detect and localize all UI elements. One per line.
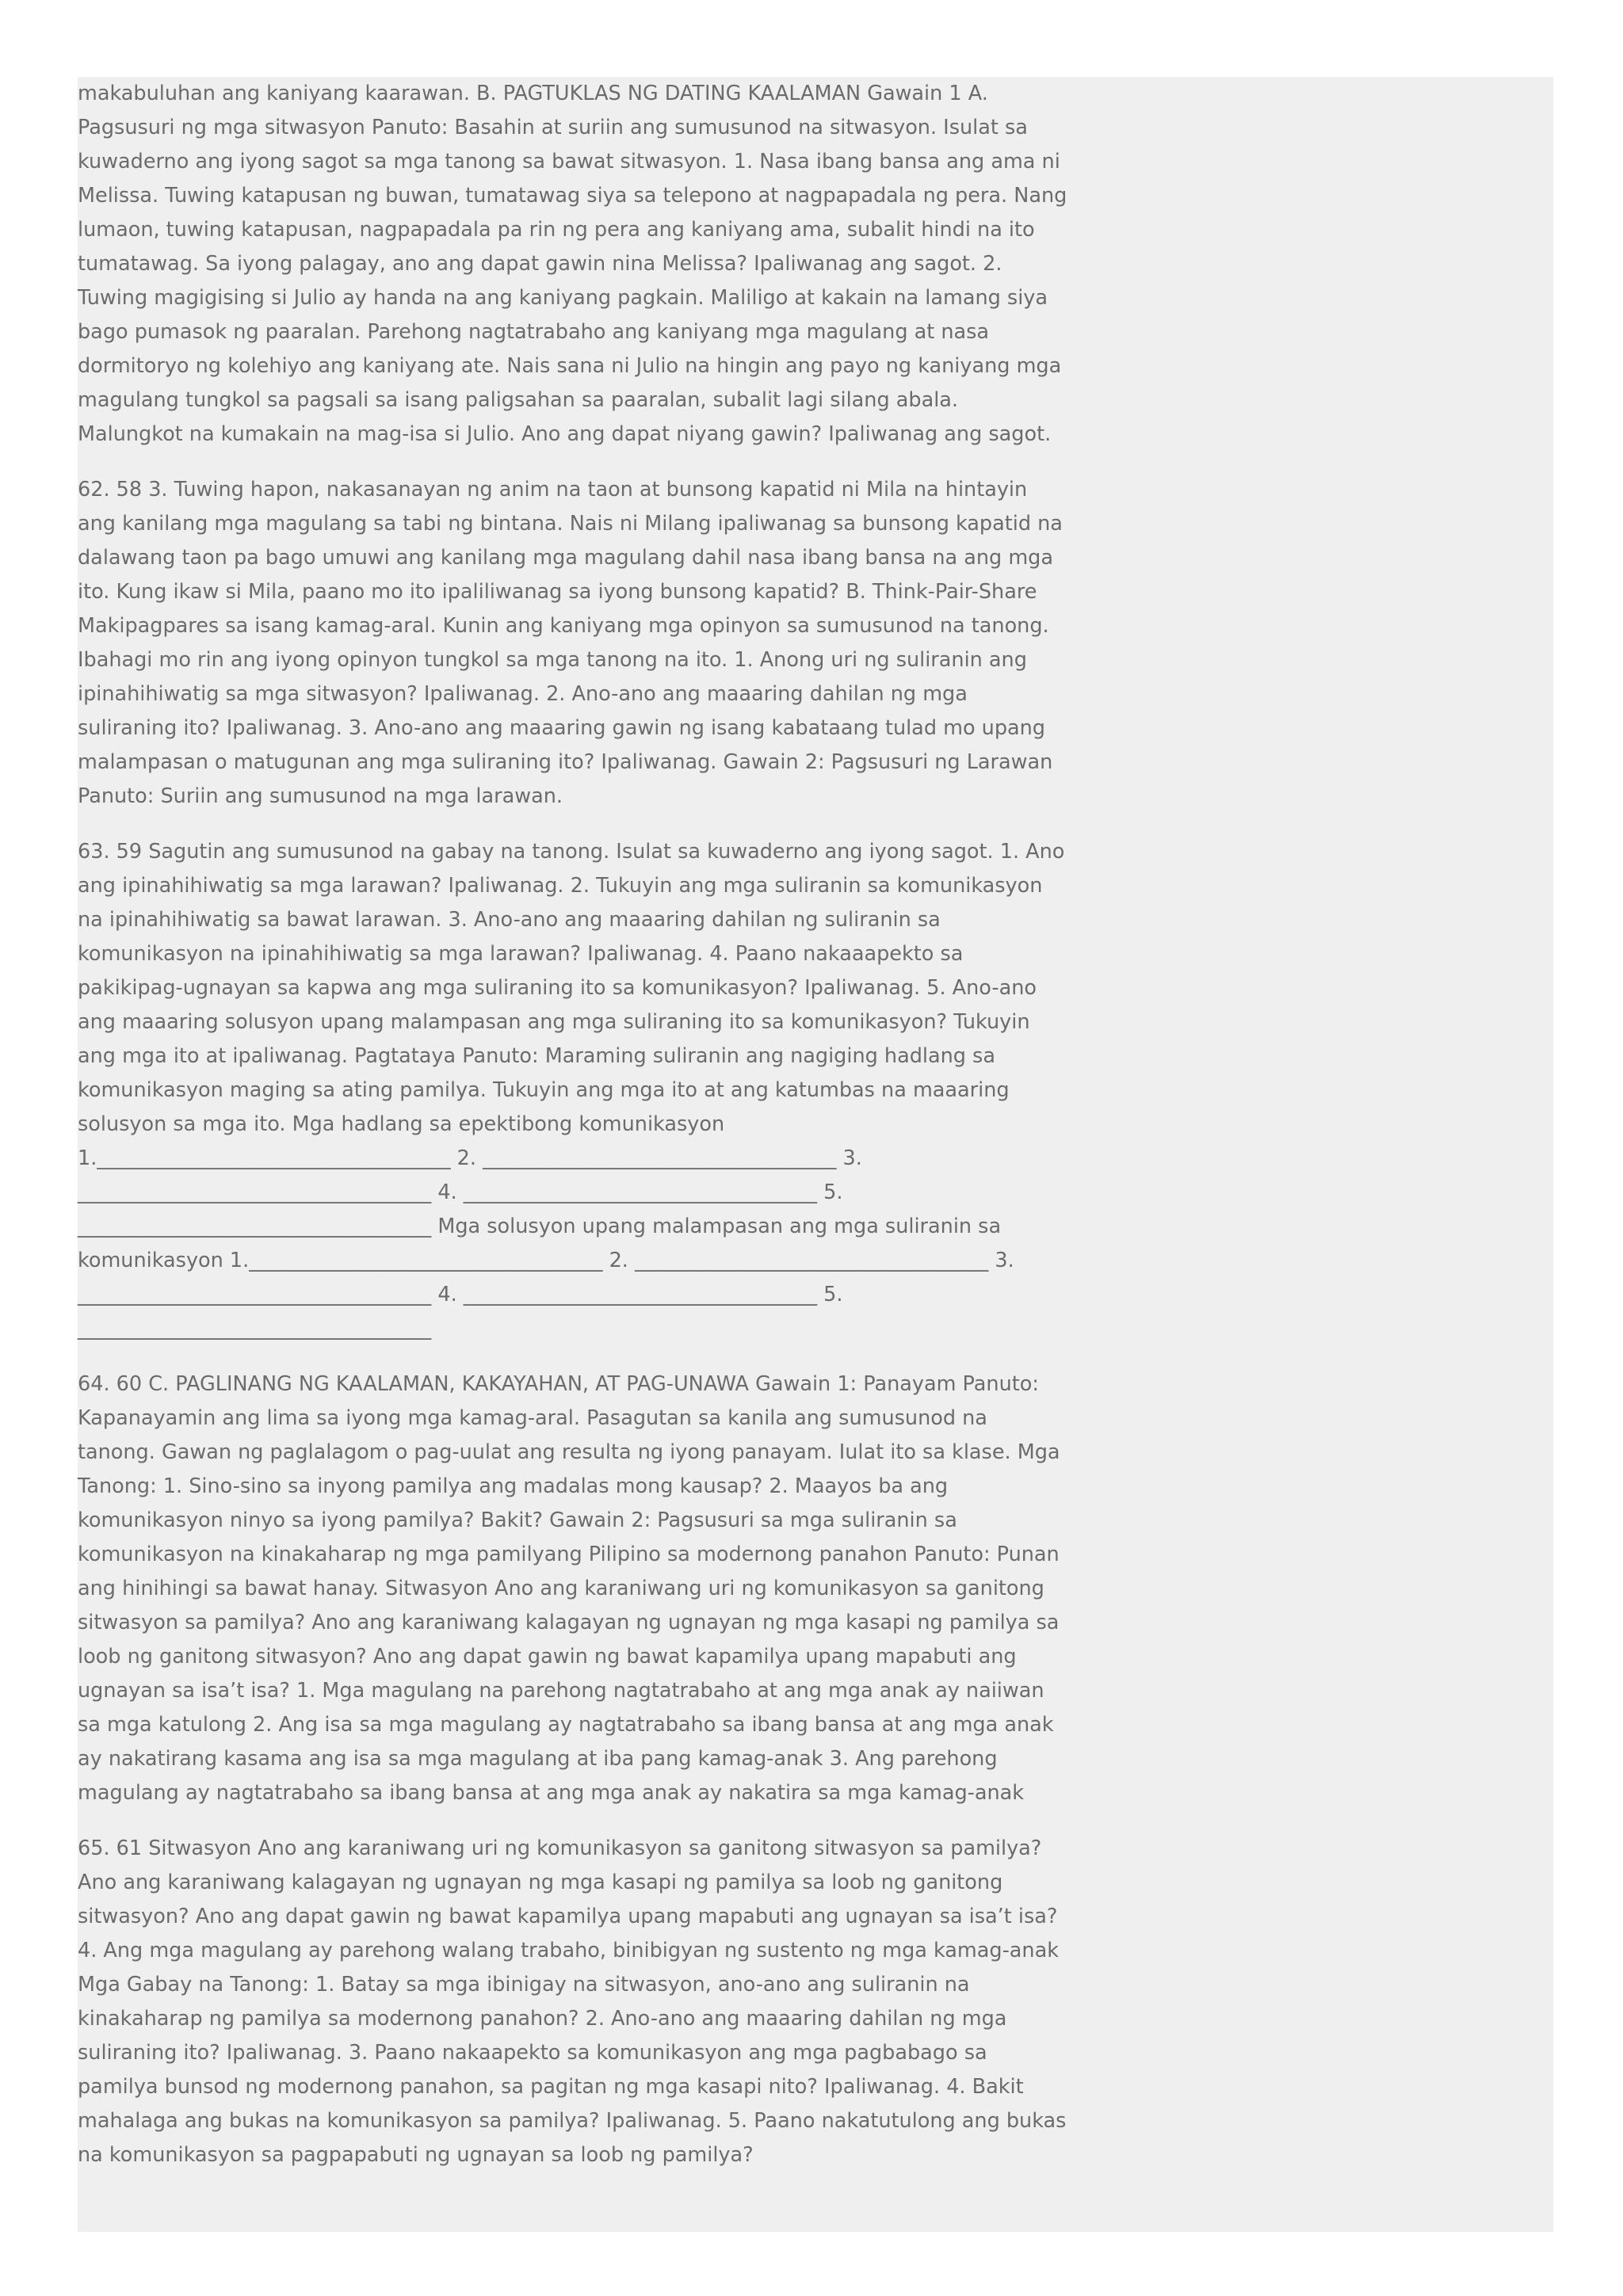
paragraph-4: 64. 60 C. PAGLINANG NG KAALAMAN, KAKAYAHAN, AT PAG-UNAWA Gawain 1: Panayam Panuto: Kapanayamin ang lima sa iyong mga kamag-aral. Pasagutan sa kanila ang sumusunod na tanong. Gawan ng paglalagom o pag-uulat ang resulta ng iyong panayam. Iulat ito sa klase. Mga Tanong: 1. Sino-sino sa inyong pamilya ang madalas mong kausap? 2. Maayos ba ang komunikasyon ninyo sa iyong pamilya? Bakit? Gawain 2: Pagsusuri sa mga suliranin sa komunikasyon na kinakaharap ng mga pamilyang Pilipino sa modernong panahon Panuto: Punan ang hinihingi sa bawat hanay. Sitwasyon Ano ang karaniwang uri ng komunikasyon sa ganitong sitwasyon sa pamilya? Ano ang karaniwang kalagayan ng ugnayan ng mga kasapi ng pamilya sa loob ng ganitong sitwasyon? Ano ang dapat gawin ng bawat kapamilya upang mapabuti ang ugnayan sa isa’t isa? 1. Mga magulang na parehong nagtatrabaho at ang mga anak ay naiiwan sa mga katulong 2. Ang isa sa mga magulang ay nagtatrabaho sa ibang bansa at ang mga anak ay nakatirang kasama ang isa sa mga magulang at iba pang kamag-anak 3. Ang parehong magulang ay nagtatrabaho sa ibang bansa at ang mga anak ay nakatira sa mga kamag-anak (78, 1372, 1060, 1805)
document-page (78, 77, 1553, 2232)
paragraph-2: 62. 58 3. Tuwing hapon, nakasanayan ng anim na taon at bunsong kapatid ni Mila na hintayin ang kanilang mga magulang sa tabi ng bintana. Nais ni Milang ipaliwanag sa bunsong kapatid na dalawang taon pa bago umuwi ang kanilang mga magulang dahil nasa ibang bansa na ang mga ito. Kung ikaw si Mila, paano mo ito ipaliliwanag sa iyong bunsong kapatid? B. Think-Pair-Share Makipagpares sa isang kamag-aral. Kunin ang kaniyang mga opinyon sa sumusunod na tanong. Ibahagi mo rin ang iyong opinyon tungkol sa mga tanong na ito. 1. Anong uri ng suliranin ang ipinahihiwatig sa mga sitwasyon? Ipaliwanag. 2. Ano-ano ang maaaring dahilan ng mga suliraning ito? Ipaliwanag. 3. Ano-ano ang maaaring gawin ng isang kabataang tulad mo upang malampasan o matugunan ang mga suliraning ito? Ipaliwanag. Gawain 2: Pagsusuri ng Larawan Panuto: Suriin ang sumusunod na mga larawan. (78, 478, 1063, 808)
paragraph-3: 63. 59 Sagutin ang sumusunod na gabay na tanong. Isulat sa kuwaderno ang iyong sagot. 1. Ano ang ipinahihiwatig sa mga larawan? Ipaliwanag. 2. Tukuyin ang mga suliranin sa komunikasyon na ipinahihiwatig sa bawat larawan. 3. Ano-ano ang maaaring dahilan ng suliranin sa komunikasyon na ipinahihiwatig sa mga larawan? Ipaliwanag. 4. Paano nakaaapekto sa pakikipag-ugnayan sa kapwa ang mga suliraning ito sa komunikasyon? Ipaliwanag. 5. Ano-ano ang maaaring solusyon upang malampasan ang mga suliraning ito sa komunikasyon? Tukuyin ang mga ito at ipaliwanag. Pagtataya Panuto: Maraming suliranin ang nagiging hadlang sa komunikasyon maging sa ating pamilya. Tukuyin ang mga ito at ang katumbas na maaaring solusyon sa mga ito. Mga hadlang sa epektibong komunikasyon 1.___________________________________ 2. ___________________________________ 3. ___________________________________ 4. ___________________________________ 5. ___________________________________ Mga solusyon upang malampasan ang mga suliranin sa komunikasyon 1.___________________________________ 2. ___________________________________ 3. ___________________________________ 4. ___________________________________ 5. ___________________________________ (78, 840, 1065, 1341)
document-text (78, 77, 1068, 2194)
paragraph-1: makabuluhan ang kaniyang kaarawan. B. PAGTUKLAS NG DATING KAALAMAN Gawain 1 A. Pagsusuri ng mga sitwasyon Panuto: Basahin at suriin ang sumusunod na sitwasyon. Isulat sa kuwaderno ang iyong sagot sa mga tanong sa bawat sitwasyon. 1. Nasa ibang bansa ang ama ni Melissa. Tuwing katapusan ng buwan, tumatawag siya sa telepono at nagpapadala ng pera. Nang lumaon, tuwing katapusan, nagpapadala pa rin ng pera ang kaniyang ama, subalit hindi na ito tumatawag. Sa iyong palagay, ano ang dapat gawin nina Melissa? Ipaliwanag ang sagot. 2. Tuwing magigising si Julio ay handa na ang kaniyang pagkain. Maliligo at kakain na lamang siya bago pumasok ng paaralan. Parehong nagtatrabaho ang kaniyang mga magulang at nasa dormitoryo ng kolehiyo ang kaniyang ate. Nais sana ni Julio na hingin ang payo ng kaniyang mga magulang tungkol sa pagsali sa isang paligsahan sa paaralan, subalit lagi silang abala. Malungkot na kumakain na mag-isa si Julio. Ano ang dapat niyang gawin? Ipaliwanag ang sagot. (78, 82, 1067, 446)
paragraph-5: 65. 61 Sitwasyon Ano ang karaniwang uri ng komunikasyon sa ganitong sitwasyon sa pamilya? Ano ang karaniwang kalagayan ng ugnayan ng mga kasapi ng pamilya sa loob ng ganitong sitwasyon? Ano ang dapat gawin ng bawat kapamilya upang mapabuti ang ugnayan sa isa’t isa? 4. Ang mga magulang ay parehong walang trabaho, binibigyan ng sustento ng mga kamag-anak Mga Gabay na Tanong: 1. Batay sa mga ibinigay na sitwasyon, ano-ano ang suliranin na kinakaharap ng pamilya sa modernong panahon? 2. Ano-ano ang maaaring dahilan ng mga suliraning ito? Ipaliwanag. 3. Paano nakaapekto sa komunikasyon ang mga pagbabago sa pamilya bunsod ng modernong panahon, sa pagitan ng mga kasapi nito? Ipaliwanag. 4. Bakit mahalaga ang bukas na komunikasyon sa pamilya? Ipaliwanag. 5. Paano nakatutulong ang bukas na komunikasyon sa pagpapabuti ng ugnayan sa loob ng pamilya? (78, 1836, 1067, 2167)
